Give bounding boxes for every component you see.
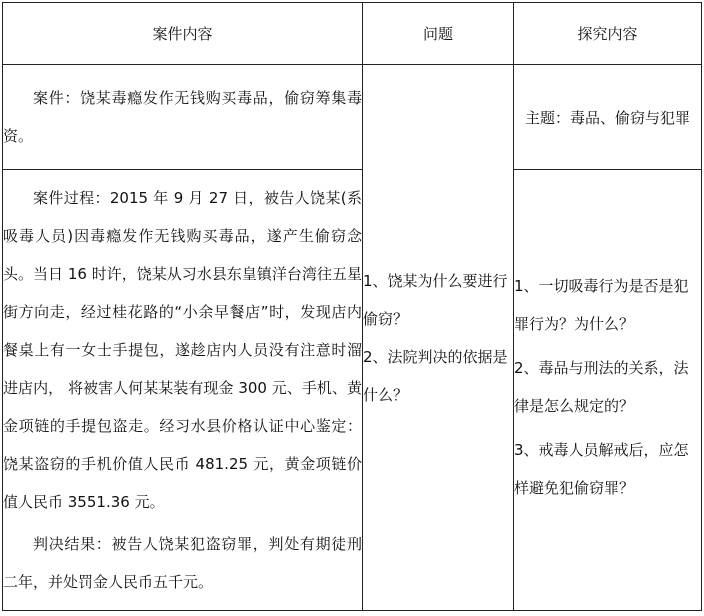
header-row bbox=[3, 3, 702, 65]
explore-theme-cell bbox=[514, 65, 702, 170]
explore-item-1: 1、一切吸毒行为是否是犯罪行为？为什么？ bbox=[514, 277, 689, 333]
case-process-text: 案件过程：2015 年 9 月 27 日，被告人饶某(系吸毒人员)因毒瘾发作无钱购买毒品，遂产生偷窃念头。当日 16 时许，饶某从习水县东皇镇洋台湾往五星街方向走，经过桂花路的“小余早餐店”时，发现店内餐桌上有一女士手提包，遂趁店内人员没有注意时溜进店内， 将被害人何某某装有现金 300 元、手机、黄金项链的手提包盗走。经习水县价格认证中心鉴定：饶某盗窃的手机价值人民币 481.25 元，黄金项链价值人民币 3551.36 元。 bbox=[3, 189, 362, 511]
explore-theme-text: 主题：毒品、偷窃与犯罪 bbox=[524, 108, 690, 127]
explore-items-cell bbox=[514, 170, 702, 611]
questions-cell bbox=[363, 65, 514, 611]
header-case-content: 案件内容 bbox=[3, 3, 363, 65]
case-study-table bbox=[2, 2, 702, 611]
question-item-1: 1、饶某为什么要进行偷窃？ bbox=[363, 271, 508, 328]
body-row bbox=[3, 170, 702, 611]
case-intro-text: 案件：饶某毒瘾发作无钱购买毒品，偷窃筹集毒资。 bbox=[3, 89, 362, 145]
case-intro-cell bbox=[3, 65, 363, 170]
header-question: 问题 bbox=[363, 3, 514, 65]
case-body-cell bbox=[3, 170, 363, 611]
case-outcome-text: 判决结果：被告人饶某犯盗窃罪，判处有期徒刑二年，并处罚金人民币五千元。 bbox=[3, 535, 362, 591]
explore-item-3: 3、戒毒人员解戒后，应怎样避免犯偷窃罪？ bbox=[514, 441, 689, 497]
header-explore-content: 探究内容 bbox=[514, 3, 702, 65]
question-item-2: 2、法院判决的依据是什么？ bbox=[363, 347, 508, 404]
intro-row bbox=[3, 65, 702, 170]
explore-item-2: 2、毒品与刑法的关系，法律是怎么规定的？ bbox=[514, 359, 689, 415]
